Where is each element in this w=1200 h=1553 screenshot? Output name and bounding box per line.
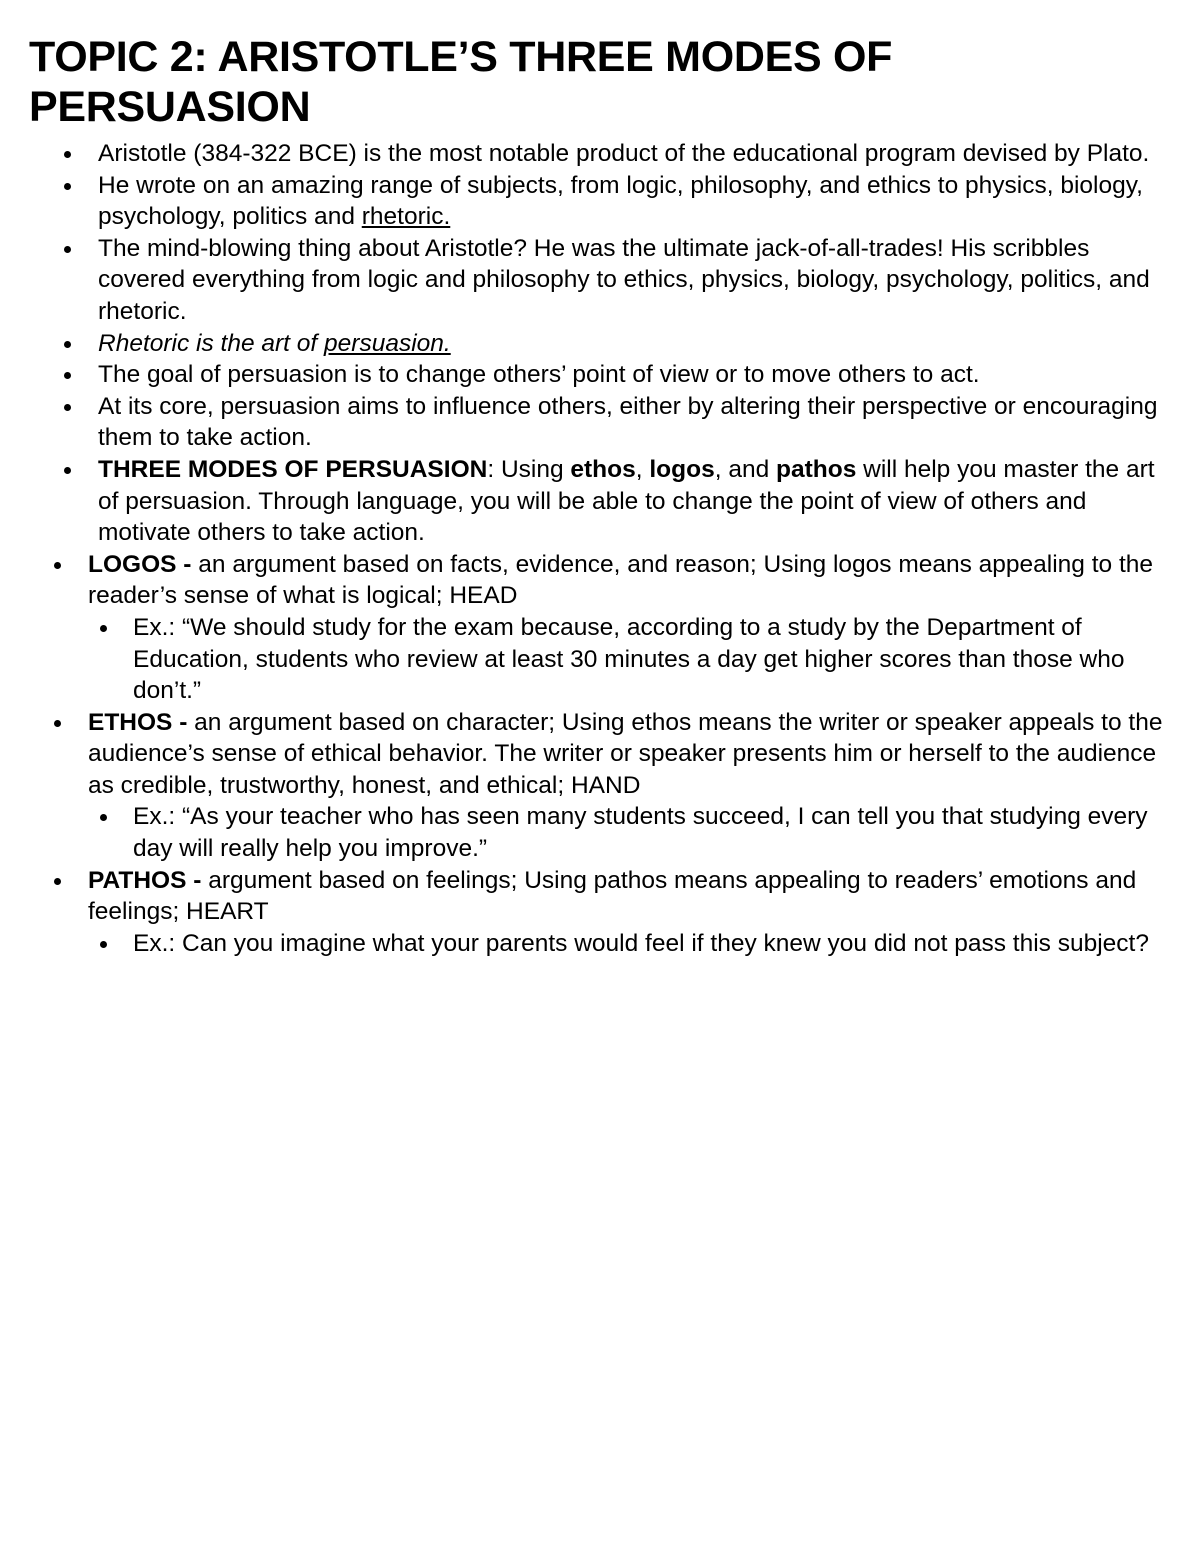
pathos-definition: argument based on feelings; Using pathos means appealing to readers’ emotions and feelings; HEART	[88, 866, 1137, 926]
list-item-three-modes	[0, 454, 1200, 960]
bullet-text: At its core, persuasion aims to influence others, either by altering their perspective or encouraging them to take action.	[98, 392, 1158, 452]
bullet-text: The goal of persuasion is to change others’ point of view or to move others to act.	[98, 361, 980, 389]
list-item	[0, 233, 1200, 328]
ethos-label: ETHOS -	[88, 708, 188, 736]
pathos-example	[88, 928, 1180, 960]
list-item	[0, 170, 1200, 233]
mode-pathos	[44, 865, 1180, 960]
page-title: TOPIC 2: ARISTOTLE’S THREE MODES OF PERSUASION	[29, 33, 893, 131]
mode-ethos	[44, 707, 1180, 865]
rhetoric-definition: Rhetoric is the art of	[98, 329, 325, 357]
bullet-text: , and	[714, 455, 777, 483]
term-logos: logos	[649, 455, 715, 483]
main-bullet-list	[0, 138, 1200, 959]
list-item	[0, 328, 1200, 360]
bullet-text: : Using	[487, 455, 571, 483]
logos-example	[88, 612, 1180, 707]
list-item	[0, 138, 1200, 170]
modes-sublist	[44, 549, 1180, 960]
ethos-definition: an argument based on character; Using ethos means the writer or speaker appeals to the audience’s sense of ethical behavior. The writer or speaker presents him or herself to the audience as credible, trustworthy, honest, and ethical; HAND	[88, 708, 1163, 799]
bullet-text: The mind-blowing thing about Aristotle? He was the ultimate jack-of-all-trades! His scribbles covered everything from logic and philosophy to ethics, physics, biology, psychology, politics, and rhetoric.	[98, 234, 1150, 325]
three-modes-heading: THREE MODES OF PERSUASION	[98, 455, 488, 483]
example-text: Ex.: “We should study for the exam because, according to a study by the Department of Education, students who review at least 30 minutes a day get higher scores than those who don’t.”	[133, 613, 1125, 705]
logos-definition: an argument based on facts, evidence, and reason; Using logos means appealing to the reader’s sense of what is logical; HEAD	[88, 550, 1154, 610]
term-ethos: ethos	[570, 455, 636, 483]
bullet-text: will help you master the art of persuasion. Through language, you will be able to change the point of view of others and motivate others to take action.	[98, 455, 1155, 547]
logos-example-list	[88, 612, 1180, 707]
example-text: Ex.: “As your teacher who has seen many students succeed, I can tell you that studying every day will really help you improve.”	[133, 803, 1148, 863]
bullet-text: He wrote on an amazing range of subjects, from logic, philosophy, and ethics to physics, biology, psychology, politics and	[98, 171, 1143, 231]
underlined-term-rhetoric: rhetoric.	[361, 203, 451, 231]
list-item	[0, 359, 1200, 391]
pathos-label: PATHOS -	[88, 866, 202, 894]
underlined-term-persuasion: persuasion.	[324, 329, 451, 357]
logos-label: LOGOS -	[88, 550, 192, 578]
document-body	[0, 138, 1200, 959]
bullet-text: Aristotle (384-322 BCE) is the most notable product of the educational program devised by Plato.	[98, 140, 1150, 167]
pathos-example-list	[88, 928, 1180, 960]
mode-logos	[44, 549, 1180, 707]
ethos-example-list	[88, 801, 1180, 864]
bullet-text: ,	[635, 455, 650, 483]
ethos-example	[88, 801, 1180, 864]
term-pathos: pathos	[776, 455, 857, 483]
list-item	[0, 391, 1200, 454]
modes-sublist-wrapper	[44, 549, 1180, 960]
example-text: Ex.: Can you imagine what your parents would feel if they knew you did not pass this subject?	[133, 929, 1149, 957]
